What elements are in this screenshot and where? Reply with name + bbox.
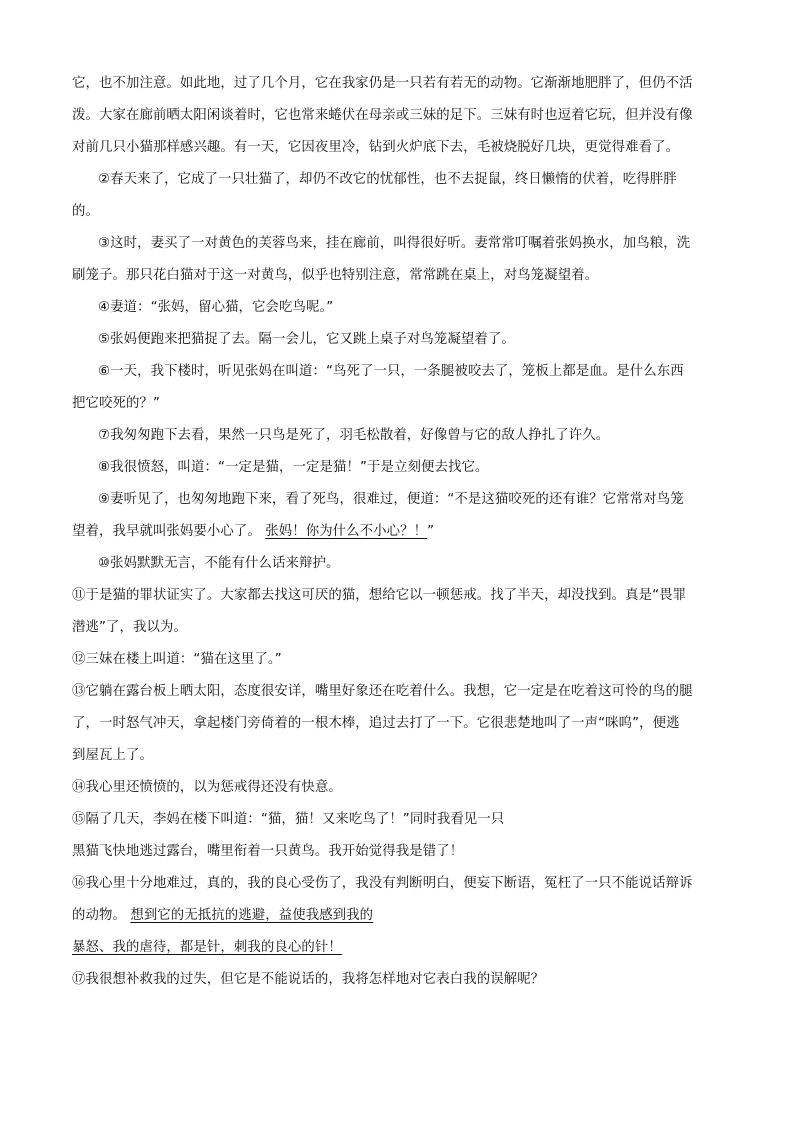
text-line: 把它咬死的？” — [72, 396, 160, 411]
text-line: 到屋瓦上了。 — [72, 748, 153, 763]
text-line: 望着，我早就叫张妈要小心了。 张妈！你为什么不小心？！” — [72, 524, 435, 539]
paragraph-13-line: ⑬它躺在露台板上晒太阳，态度很安详，嘴里好象还在吃着什么。我想，它一定是在吃着这可怜的鸟的腿 — [72, 684, 693, 699]
text-line: 了，一时怒气冲天，拿起楼门旁倚着的一根木棒，追过去打了一下。它很悲楚地叫了一声“咪呜”，便逃 — [72, 716, 680, 731]
paragraph-9-line: ⑨妻听见了，也匆匆地跑下来，看了死鸟，很难过，便道：“不是这猫咬死的还有谁？它常常对鸟笼 — [98, 492, 684, 507]
text-line — [72, 932, 720, 964]
text-line: 泼。大家在廊前晒太阳闲谈着时，它也常来蜷伏在母亲或三妹的足下。三妹有时也逗着它玩，但并没有像 — [72, 108, 693, 123]
paragraph-14-line: ⑭我心里还愤愤的，以为惩戒得还没有快意。 — [72, 780, 342, 795]
text-line: 的动物。 想到它的无抵抗的逃避，益使我感到我的 — [72, 908, 374, 923]
paragraph-5-line: ⑤张妈便跑来把猫捉了去。隔一会儿，它又跳上桌子对鸟笼凝望着了。 — [98, 332, 515, 347]
paragraph-7-line: ⑦我匆匆跑下去看，果然一只鸟是死了，羽毛松散着，好像曾与它的敌人挣扎了许久。 — [98, 428, 610, 443]
paragraph-2-line: ②春天来了，它成了一只壮猫了，却仍不改它的忧郁性，也不去捉鼠，终日懒惰的伏着，吃得胖胖 — [98, 172, 677, 187]
paragraph-12-line: ⑫三妹在楼上叫道：“猫在这里了。” — [72, 652, 282, 667]
paragraph-8-line: ⑧我很愤怒，叫道：“一定是猫，一定是猫！”于是立刻便去找它。 — [98, 460, 489, 475]
paragraph-17-line: ⑰我很想补救我的过失，但它是不能说话的，我将怎样地对它表白我的误解呢？ — [72, 972, 545, 987]
underlined-sentence: 张妈！你为什么不小心？！ — [265, 524, 428, 539]
paragraph-10-line: ⑩张妈默默无言，不能有什么话来辩护。 — [98, 556, 340, 571]
paragraph-16-line: ⑯我心里十分地难过，真的，我的良心受伤了，我没有判断明白，便妄下断语，冤枉了一只不能说话辩诉 — [72, 876, 693, 891]
text-line: 黑猫飞快地逃过露台，嘴里衔着一只黄鸟。我开始觉得我是错了！ — [72, 844, 464, 859]
paragraph-11-line: ⑪于是猫的罪状证实了。大家都去找这可厌的猫，想给它以一顿惩戒。找了半天，却没找到。真是“畏罪 — [72, 588, 687, 603]
text-line: 潜逃”了，我以为。 — [72, 620, 187, 635]
text-line: 的。 — [72, 204, 99, 219]
paragraph-4-line: ④妻道：“张妈，留心猫，它会吃鸟呢。” — [98, 300, 334, 315]
paragraph-15-line: ⑮隔了几天，李妈在楼下叫道：“猫，猫！又来吃鸟了！”同时我看见一只 — [72, 812, 505, 827]
paragraph-3-line: ③这时，妻买了一对黄色的芙蓉鸟来，挂在廊前，叫得很好听。妻常常叮嘱着张妈换水，加鸟粮，洗 — [98, 236, 691, 251]
text-line: 它，也不加注意。如此地，过了几个月，它在我家仍是一只若有若无的动物。它渐渐地肥胖了，但仍不活 — [72, 76, 693, 91]
text-line: 刷笼子。那只花白猫对于这一对黄鸟，似乎也特别注意，常常跳在桌上，对鸟笼凝望着。 — [72, 268, 599, 283]
underlined-sentence: 暴怒、我的虐待，都是针，刺我的良心的针！ — [72, 940, 342, 955]
text-line: 对前几只小猫那样感兴趣。有一天，它因夜里冷，钻到火炉底下去，毛被烧脱好几块，更觉得难看了。 — [72, 140, 680, 155]
underlined-sentence: 想到它的无抵抗的逃避，益使我感到我的 — [130, 908, 374, 923]
paragraph-6-line: ⑥一天，我下楼时，听见张妈在叫道：“鸟死了一只，一条腿被咬去了，笼板上都是血。是什么东西 — [98, 364, 684, 379]
